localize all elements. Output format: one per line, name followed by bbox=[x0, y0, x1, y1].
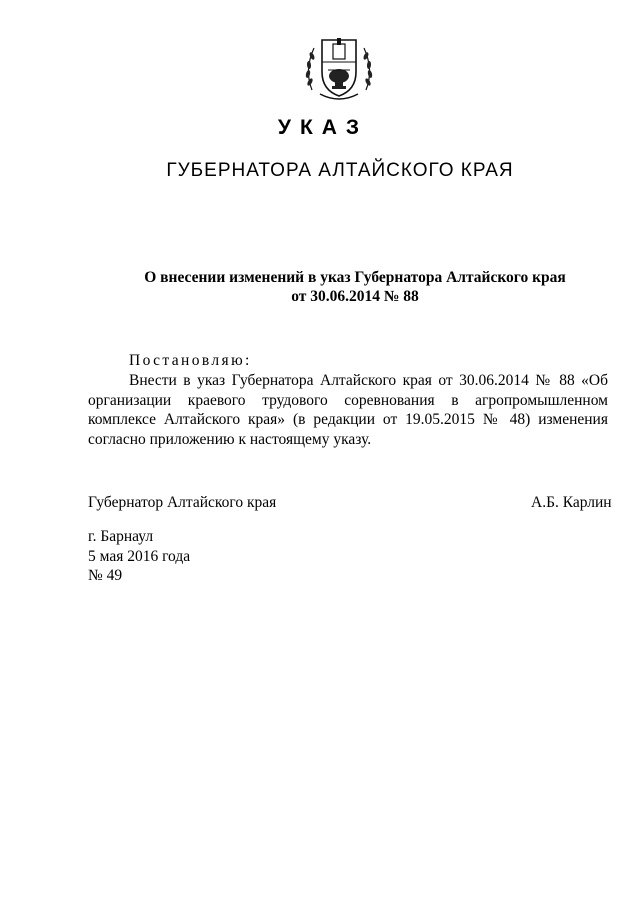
document-title: УКАЗ bbox=[277, 116, 369, 139]
footer-date: 5 мая 2016 года bbox=[88, 547, 191, 565]
signature-position: Губернатор Алтайского края bbox=[88, 494, 277, 511]
decree-word: Постановляю: bbox=[129, 352, 252, 369]
document-footer bbox=[88, 527, 190, 586]
footer-place: г. Барнаул bbox=[88, 528, 154, 545]
document-issuer: ГУБЕРНАТОРА АЛТАЙСКОГО КРАЯ bbox=[166, 160, 514, 181]
body-text: Внести в указ Губернатора Алтайского края от 30.06.2014 № 88 «Об организации краевого трудового соревнования в агропромышленном комплексе Алтайского края» (в редакции от 19.05.2015 № 48) изменения согласно приложению к настоящему указу. bbox=[88, 372, 608, 448]
coat-of-arms-icon bbox=[300, 30, 378, 108]
body-paragraph bbox=[88, 371, 608, 449]
signature-name: А.Б. Карлин bbox=[531, 494, 612, 511]
footer-number: № 49 bbox=[88, 567, 123, 584]
subject-line-1: О внесении изменений в указ Губернатора Алтайского края bbox=[144, 269, 566, 286]
subject-line-2: от 30.06.2014 № 88 bbox=[291, 288, 419, 305]
document-subject bbox=[90, 268, 620, 306]
